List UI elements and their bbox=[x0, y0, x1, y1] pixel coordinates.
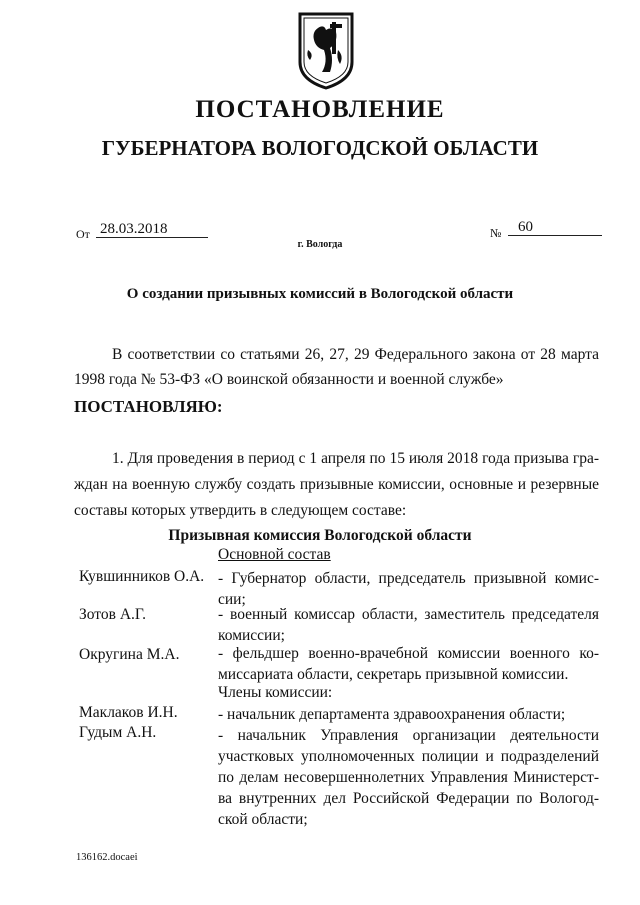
date-prefix: От bbox=[76, 227, 90, 241]
member-name: Гудым А.Н. bbox=[79, 724, 157, 741]
number-prefix: № bbox=[490, 226, 502, 240]
member-role-line: комиссии; bbox=[218, 627, 285, 644]
document-title: ПОСТАНОВЛЕНИЕ bbox=[195, 96, 445, 123]
member-role-line: - военный комиссар области, заместитель председателя bbox=[218, 606, 599, 623]
member-role-line: участковых уполномоченных полиции и подразделений bbox=[218, 748, 599, 765]
member-role-line: - Губернатор области, председатель призывной комис- bbox=[218, 570, 599, 587]
clause-1-line-2: ждан на военную службу создать призывные комиссии, основные и резервные bbox=[74, 476, 599, 493]
clause-1-line-1: 1. Для проведения в период с 1 апреля по 15 июля 2018 года призыва гра- bbox=[112, 450, 599, 467]
member-role-line: - начальник департамента здравоохранения области; bbox=[218, 706, 566, 723]
document-date: 28.03.2018 bbox=[96, 221, 208, 238]
member-name: Округина М.А. bbox=[79, 646, 180, 663]
member-role bbox=[218, 604, 599, 646]
member-name: Кувшинников О.А. bbox=[79, 568, 205, 585]
coat-of-arms-emblem bbox=[296, 10, 356, 92]
member-name: Зотов А.Г. bbox=[79, 606, 146, 623]
commission-title: Призывная комиссия Вологодской области bbox=[168, 527, 472, 544]
document-number: 60 bbox=[508, 219, 602, 236]
member-role-line: - фельдшер военно-врачебной комиссии военного ко- bbox=[218, 645, 599, 662]
member-role-line: ва внутренних дел Российской Федерации по Вологод- bbox=[218, 790, 599, 807]
member-role bbox=[218, 643, 599, 685]
clause-1-line-3: составы которых утвердить в следующем составе: bbox=[74, 502, 407, 519]
document-subject: О создании призывных комиссий в Вологодской области bbox=[126, 286, 514, 302]
preamble-line-2: 1998 года № 53-ФЗ «О воинской обязанности и военной службе» bbox=[74, 371, 504, 388]
member-role bbox=[218, 704, 599, 725]
preamble-paragraph bbox=[74, 342, 599, 392]
file-reference: 136162.docaei bbox=[76, 852, 138, 863]
members-label: Члены комиссии: bbox=[218, 684, 333, 701]
clause-1-paragraph bbox=[74, 446, 599, 524]
resolve-heading: ПОСТАНОВЛЯЮ: bbox=[74, 397, 223, 416]
member-name: Маклаков И.Н. bbox=[79, 704, 178, 721]
member-role bbox=[218, 725, 599, 830]
member-role-line: миссариата области, секретарь призывной комиссии. bbox=[218, 666, 569, 683]
member-role-line: сии; bbox=[218, 591, 246, 608]
main-composition-label: Основной состав bbox=[218, 546, 331, 563]
preamble-line-1: В соответствии со статьями 26, 27, 29 Федерального закона от 28 марта bbox=[112, 346, 599, 363]
issuer-title: ГУБЕРНАТОРА ВОЛОГОДСКОЙ ОБЛАСТИ bbox=[101, 136, 539, 160]
member-role-line: - начальник Управления организации деятельности bbox=[218, 727, 599, 744]
member-role-line: по делам несовершеннолетних Управления Министерст- bbox=[218, 769, 599, 786]
city: г. Вологда bbox=[297, 239, 343, 250]
member-role-line: ской области; bbox=[218, 811, 308, 828]
